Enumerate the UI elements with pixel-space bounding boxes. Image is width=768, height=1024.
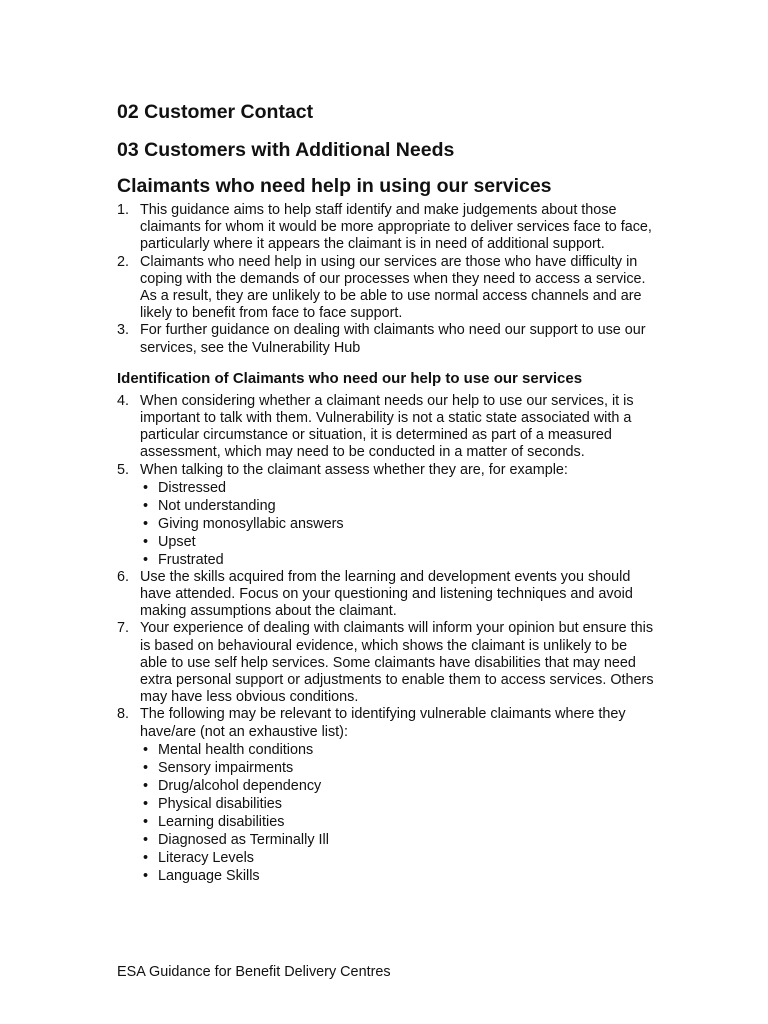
paragraph-8 [117, 706, 657, 884]
list-item: • Diagnosed as Terminally Ill [140, 831, 657, 849]
list-item: • Literacy Levels [140, 849, 657, 867]
paragraph-number: 4. [117, 392, 130, 409]
document-page [117, 100, 657, 885]
list-item: • Physical disabilities [140, 795, 657, 813]
paragraph-7 [117, 620, 657, 706]
page-footer: ESA Guidance for Benefit Delivery Centres [117, 964, 391, 980]
paragraph-5 [117, 462, 657, 569]
paragraph-text: The following may be relevant to identifying vulnerable claimants where they have/are (not an exhaustive list): [140, 706, 626, 740]
list-item: • Frustrated [140, 551, 657, 569]
list-item: • Learning disabilities [140, 813, 657, 831]
paragraph-text: Use the skills acquired from the learning and development events you should have attended. Focus on your questioning and listening techniques and avoid making assumptions about the claimant. [140, 568, 633, 620]
paragraph-2 [117, 254, 657, 323]
paragraph-number: 5. [117, 461, 130, 478]
section-heading-customer-contact: 02 Customer Contact [117, 101, 314, 123]
paragraph-4 [117, 393, 657, 462]
list-item: • Mental health conditions [140, 741, 657, 759]
subheading-identification: Identification of Claimants who need our help to use our services [117, 369, 583, 387]
paragraph-number: 1. [117, 202, 130, 218]
list-item: • Drug/alcohol dependency [140, 777, 657, 795]
paragraph-number: 3. [117, 322, 130, 339]
list-item: • Upset [140, 533, 657, 551]
paragraph-text: For further guidance on dealing with claimants who need our support to use our services, see the Vulnerability Hub [140, 322, 646, 356]
paragraph-1 [117, 202, 657, 254]
intro-paragraph-list [117, 202, 657, 357]
paragraph-number: 7. [117, 620, 130, 637]
vulnerability-bullet-list [140, 741, 657, 885]
list-item: • Sensory impairments [140, 759, 657, 777]
paragraph-number: 8. [117, 706, 130, 723]
paragraph-text: Claimants who need help in using our services are those who have difficulty in coping with the demands of our processes when they need to access a service. As a result, they are unlikely to be able to use normal access channels and are likely to benefit from face to face support. [140, 253, 646, 322]
paragraph-number: 6. [117, 568, 130, 585]
assessment-bullet-list [140, 479, 657, 569]
list-item: • Giving monosyllabic answers [140, 515, 657, 533]
paragraph-text: When considering whether a claimant needs our help to use our services, it is important to talk with them. Vulnerability is not a static state associated with a particular circumstance or situation, it is determined as part of a measured assessment, which may need to be conducted in a matter of seconds. [140, 392, 634, 461]
paragraph-text: This guidance aims to help staff identify and make judgements about those claimants for whom it would be more appropriate to deliver services face to face, particularly where it appears the claimant is in need of additional support. [140, 202, 652, 253]
list-item: • Not understanding [140, 497, 657, 515]
list-item: • Language Skills [140, 867, 657, 885]
paragraph-text: Your experience of dealing with claimants will inform your opinion but ensure this is based on behavioural evidence, which shows the claimant is unlikely to be able to use self help services. Some claimants have disabilities that may need extra personal support or adjustments to enable them to access services. Others may have less obvious conditions. [140, 620, 654, 706]
identification-paragraph-list [117, 393, 657, 885]
section-heading-additional-needs: 03 Customers with Additional Needs [117, 139, 455, 161]
paragraph-6 [117, 569, 657, 621]
paragraph-number: 2. [117, 253, 130, 270]
main-heading: Claimants who need help in using our services [117, 175, 552, 197]
paragraph-text: When talking to the claimant assess whether they are, for example: [140, 461, 568, 478]
list-item: • Distressed [140, 479, 657, 497]
paragraph-3 [117, 322, 657, 356]
